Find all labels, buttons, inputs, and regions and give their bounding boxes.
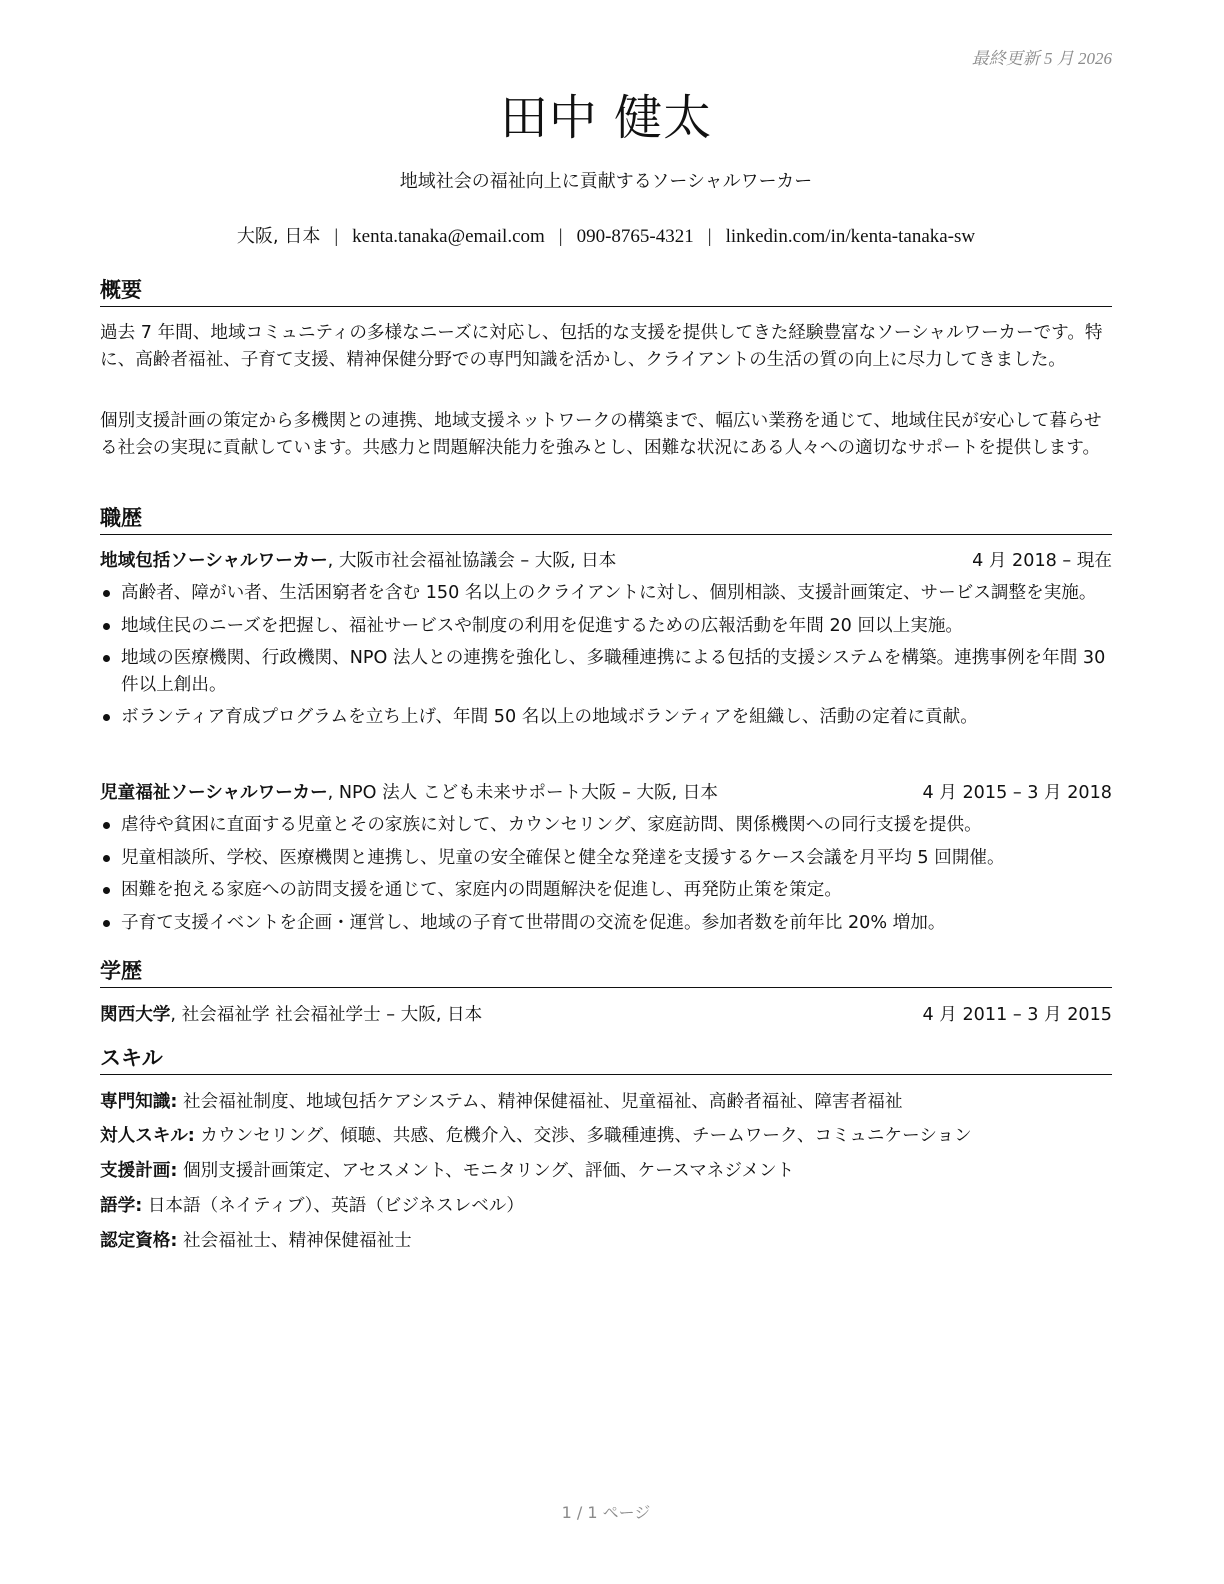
skill-value: 個別支援計画策定、アセスメント、モニタリング、評価、ケースマネジメント bbox=[177, 1161, 795, 1181]
skill-value: 社会福祉制度、地域包括ケアシステム、精神保健福祉、児童福祉、高齢者福祉、障害者福祉 bbox=[177, 1092, 903, 1112]
summary-paragraph: 過去 7 年間、地域コミュニティの多様なニーズに対応し、包括的な支援を提供してきた経験豊富なソーシャルワーカーです。特に、高齢者福祉、子育て支援、精神保健分野での専門知識を活かし、クライアントの生活の質の向上に尽力してきました。 bbox=[100, 323, 1103, 370]
job-dates: 4 月 2015 – 3 月 2018 bbox=[922, 783, 1112, 803]
job-header bbox=[100, 780, 1112, 806]
education-line bbox=[100, 1002, 482, 1028]
job-org: , 大阪市社会福祉協議会 – 大阪, 日本 bbox=[327, 551, 617, 571]
skill-value: 社会福祉士、精神保健福祉士 bbox=[177, 1231, 412, 1251]
skill-label: 専門知識: bbox=[100, 1092, 178, 1112]
job-org: , NPO 法人 こども未来サポート大阪 – 大阪, 日本 bbox=[327, 783, 718, 803]
summary-paragraph: 個別支援計画の策定から多機関との連携、地域支援ネットワークの構築まで、幅広い業務を通じて、地域住民が安心して暮らせる社会の実現に貢献しています。共感力と問題解決能力を強みとし、困難な状況にある人々への適切なサポートを提供します。 bbox=[100, 411, 1102, 458]
job-role: 児童福祉ソーシャルワーカー bbox=[100, 783, 328, 803]
contact-separator: | bbox=[334, 226, 339, 247]
job-role: 地域包括ソーシャルワーカー bbox=[100, 551, 328, 571]
skill-row bbox=[100, 1193, 1112, 1219]
skill-label: 支援計画: bbox=[100, 1161, 178, 1181]
list-item: 子育て支援イベントを企画・運営し、地域の子育て世帯間の交流を促進。参加者数を前年比 20% 増加。 bbox=[100, 910, 1112, 937]
job-bullets bbox=[100, 580, 1112, 737]
skill-value: カウンセリング、傾聴、共感、危機介入、交渉、多職種連携、チームワーク、コミュニケーション bbox=[194, 1126, 972, 1146]
list-item: 地域の医療機関、行政機関、NPO 法人との連携を強化し、多職種連携による包括的支援システムを構築。連携事例を年間 30 件以上創出。 bbox=[100, 645, 1112, 698]
skill-row bbox=[100, 1228, 1112, 1254]
section-title-summary: 概要 bbox=[100, 277, 1112, 307]
candidate-name: 田中 健太 bbox=[499, 90, 713, 146]
contact-separator: | bbox=[707, 226, 712, 247]
tagline: 地域社会の福祉向上に貢献するソーシャルワーカー bbox=[399, 171, 813, 192]
page-indicator: 1 / 1 ページ bbox=[561, 1503, 651, 1522]
last-updated: 最終更新 5 月 2026 bbox=[971, 49, 1112, 68]
section-title-skills: スキル bbox=[100, 1045, 1112, 1075]
contact-email[interactable]: kenta.tanaka@email.com bbox=[352, 226, 545, 247]
list-item: 地域住民のニーズを把握し、福祉サービスや制度の利用を促進するための広報活動を年間 20 回以上実施。 bbox=[100, 613, 1112, 640]
skill-row bbox=[100, 1089, 1112, 1115]
job-title-line bbox=[100, 780, 718, 806]
skill-row bbox=[100, 1158, 1112, 1184]
section-title-experience: 職歴 bbox=[100, 505, 1112, 535]
section-title-education: 学歴 bbox=[100, 958, 1112, 988]
list-item: 虐待や貧困に直面する児童とその家族に対して、カウンセリング、家庭訪問、関係機関への同行支援を提供。 bbox=[100, 812, 1112, 839]
education-dates: 4 月 2011 – 3 月 2015 bbox=[922, 1005, 1112, 1025]
contact-separator: | bbox=[558, 226, 563, 247]
resume-page bbox=[100, 0, 1112, 1584]
skill-label: 認定資格: bbox=[100, 1231, 178, 1251]
contact-linkedin[interactable]: linkedin.com/in/kenta-tanaka-sw bbox=[725, 226, 976, 247]
education-school: 関西大学 bbox=[100, 1005, 171, 1025]
list-item: ボランティア育成プログラムを立ち上げ、年間 50 名以上の地域ボランティアを組織し、活動の定着に貢献。 bbox=[100, 704, 1112, 731]
education-entry bbox=[100, 1002, 1112, 1028]
skill-row bbox=[100, 1123, 1112, 1149]
job-title-line bbox=[100, 548, 616, 574]
job-header bbox=[100, 548, 1112, 574]
education-detail: , 社会福祉学 社会福祉学士 – 大阪, 日本 bbox=[170, 1005, 483, 1025]
list-item: 困難を抱える家庭への訪問支援を通じて、家庭内の問題解決を促進し、再発防止策を策定。 bbox=[100, 877, 1112, 904]
list-item: 児童相談所、学校、医療機関と連携し、児童の安全確保と健全な発達を支援するケース会議を月平均 5 回開催。 bbox=[100, 845, 1112, 872]
skill-label: 語学: bbox=[100, 1196, 143, 1216]
job-dates: 4 月 2018 – 現在 bbox=[972, 551, 1112, 571]
contact-location: 大阪, 日本 bbox=[236, 226, 321, 247]
skill-value: 日本語（ネイティブ）、英語（ビジネスレベル） bbox=[142, 1196, 524, 1216]
job-bullets bbox=[100, 812, 1112, 942]
list-item: 高齢者、障がい者、生活困窮者を含む 150 名以上のクライアントに対し、個別相談、支援計画策定、サービス調整を実施。 bbox=[100, 580, 1112, 607]
skill-label: 対人スキル: bbox=[100, 1126, 195, 1146]
contact-line bbox=[100, 225, 1112, 249]
contact-phone[interactable]: 090-8765-4321 bbox=[576, 226, 694, 247]
